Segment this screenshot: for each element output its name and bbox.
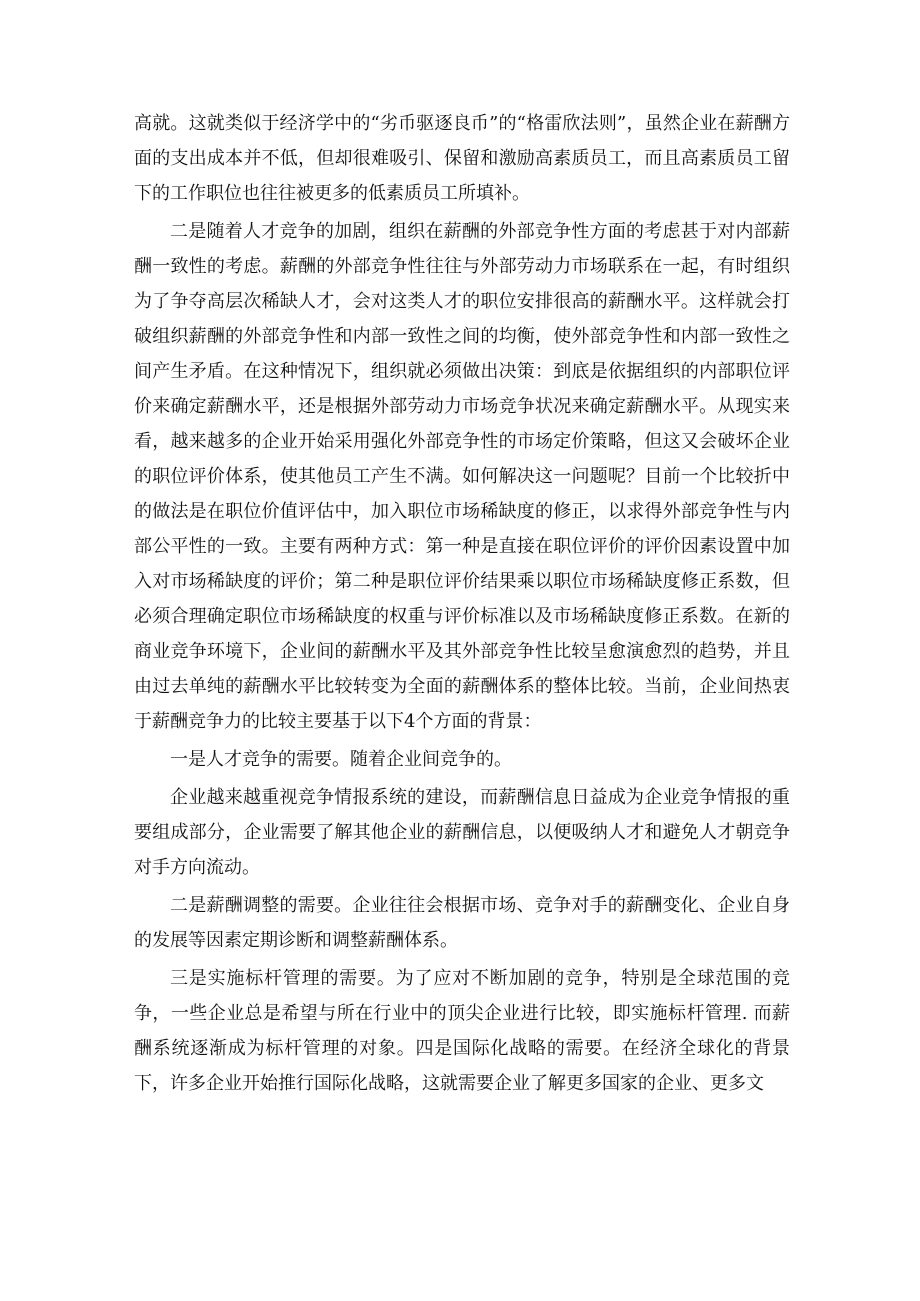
paragraph: 二是随着人才竞争的加剧，组织在薪酬的外部竞争性方面的考虑甚于对内部薪酬一致性的考虑。薪酬的外部竞争性往往与外部劳动力市场联系在一起，有时组织为了争夺高层次稀缺人才，会对这类人才的职位安排很高的薪酬水平。这样就会打破组织薪酬的外部竞争性和内部一致性之间的均衡，使外部竞争性和内部一致性之间产生矛盾。在这种情况下，组织就必须做出决策：到底是依据组织的内部职位评价来确定薪酬水平，还是根据外部劳动力市场竞争状况来确定薪酬水平。从现实来看，越来越多的企业开始采用强化外部竞争性的市场定价策略，但这又会破坏企业的职位评价体系，使其他员工产生不满。如何解决这一问题呢？目前一个比较折中的做法是在职位价值评估中，加入职位市场稀缺度的修正，以求得外部竞争性与内部公平性的一致。主要有两种方式：第一种是直接在职位评价的评价因素设置中加入对市场稀缺度的评价；第二种是职位评价结果乘以职位市场稀缺度修正系数，但必须合理确定职位市场稀缺度的权重与评价标准以及市场稀缺度修正系数。在新的商业竞争环境下，企业间的薪酬水平及其外部竞争性比较呈愈演愈烈的趋势，并且由过去单纯的薪酬水平比较转变为全面的薪酬体系的整体比较。当前，企业间热衷于薪酬竞争力的比较主要基于以下4个方面的背景：	[134, 221, 790, 732]
paragraph: 三是实施标杆管理的需要。为了应对不断加剧的竞争，特别是全球范围的竞争，一些企业总是希望与所在行业中的顶尖企业进行比较，即实施标杆管理. 而薪酬系统逐渐成为标杆管理的对象。四是国际化战略的需要。在经济全球化的背景下，许多企业开始推行国际化战略，这就需要企业了解更多国家的企业、更多文	[134, 968, 790, 1094]
document-body	[134, 106, 790, 1104]
paragraph: 企业越来越重视竞争情报系统的建设，而薪酬信息日益成为企业竞争情报的重要组成部分，企业需要了解其他企业的薪酬信息，以便吸纳人才和避免人才朝竞争对手方向流动。	[134, 787, 790, 878]
paragraph: 高就。这就类似于经济学中的“劣币驱逐良币”的“格雷欣法则”，虽然企业在薪酬方面的支出成本并不低，但却很难吸引、保留和激励高素质员工，而且高素质员工留下的工作职位也往往被更多的低素质员工所填补。	[134, 113, 790, 204]
paragraph: 一是人才竞争的需要。随着企业间竞争的。	[170, 749, 512, 770]
paragraph: 二是薪酬调整的需要。企业往往会根据市场、竞争对手的薪酬变化、企业自身的发展等因素定期诊断和调整薪酬体系。	[134, 895, 790, 951]
